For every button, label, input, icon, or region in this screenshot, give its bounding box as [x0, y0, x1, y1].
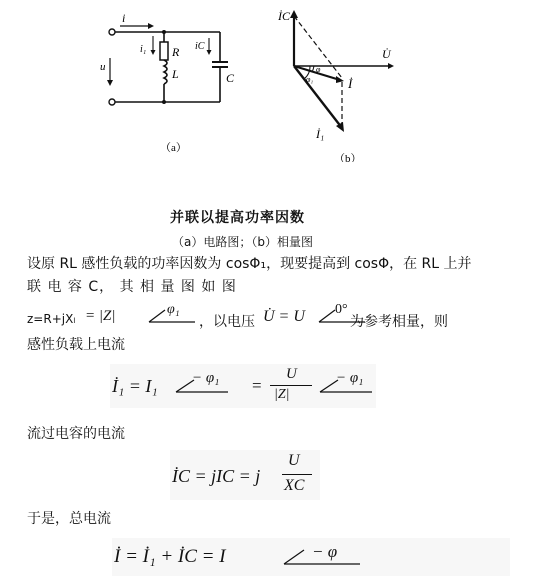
i-phasor-label: İ	[348, 76, 353, 91]
u-eq: U̇ = U	[263, 308, 305, 325]
paragraph-1-line-2: 联 电 容 C， 其 相 量 图 如 图	[27, 279, 237, 295]
z-lhs: z=R+jXₗ	[27, 312, 76, 326]
figure-a-label: （a）	[160, 142, 187, 154]
terminal-bottom	[109, 99, 115, 105]
resistor	[160, 42, 168, 60]
u-phasor-label: U̇	[382, 47, 391, 61]
eq1-angle-1: − φ₁	[192, 370, 220, 386]
eq3-lhs: İ = İ₁ + İC = I	[114, 546, 226, 567]
figure-b-label: （b）	[334, 153, 362, 162]
l-label: L	[172, 67, 179, 81]
i-label: i	[122, 11, 126, 25]
z-tail-text: 为参考相量，则	[350, 314, 448, 330]
eq1-equals: =	[252, 376, 262, 395]
circuit-diagram	[100, 6, 250, 156]
phasor-diagram	[268, 2, 408, 162]
figure-title: 并联以提高功率因数	[170, 210, 305, 226]
eq1-denominator: |Z|	[274, 387, 290, 402]
r-label: R	[172, 45, 180, 59]
eq1-lhs: İ₁ = I₁	[112, 376, 158, 396]
eq2-denominator: XC	[284, 477, 305, 494]
phi1-label: φ₁	[306, 75, 314, 84]
z-eq: = |Z|	[85, 308, 116, 324]
i1-label: i₁	[140, 44, 147, 55]
eq2-numerator: U	[288, 452, 300, 469]
equation-i1	[110, 364, 376, 408]
equation-i-total	[112, 538, 510, 576]
eq1-numerator: U	[286, 366, 297, 382]
eq2-lhs: İC = jIC = j	[172, 466, 261, 486]
u-label: u	[100, 61, 106, 73]
ic-phasor-label: İC	[278, 9, 290, 23]
c-label: C	[226, 71, 235, 85]
z-angle: φ₁	[167, 302, 180, 317]
eq3-angle: − φ	[312, 542, 338, 561]
eq1-angle-2: − φ₁	[336, 370, 364, 386]
paragraph-3: 流过电容的电流	[27, 426, 125, 442]
inductor	[164, 60, 167, 84]
i1-phasor	[294, 66, 342, 128]
paragraph-4: 于是，总电流	[27, 511, 111, 527]
phi-label: φ	[316, 65, 321, 74]
z-mid-text: ，以电压	[199, 314, 255, 330]
i1-phasor-label: İ₁	[316, 127, 325, 141]
u-angle: 0°	[335, 302, 348, 317]
equation-ic	[170, 450, 320, 500]
paragraph-1-line-1: 设原 RL 感性负载的功率因数为 cosΦ₁，现要提高到 cosΦ，在 RL 上并	[27, 256, 472, 272]
terminal-top	[109, 29, 115, 35]
figure-subtitle: （a）电路图；（b）相量图	[172, 235, 313, 249]
impedance-line	[27, 302, 507, 332]
ic-label: iC	[195, 41, 205, 52]
paragraph-2: 感性负载上电流	[27, 337, 125, 353]
